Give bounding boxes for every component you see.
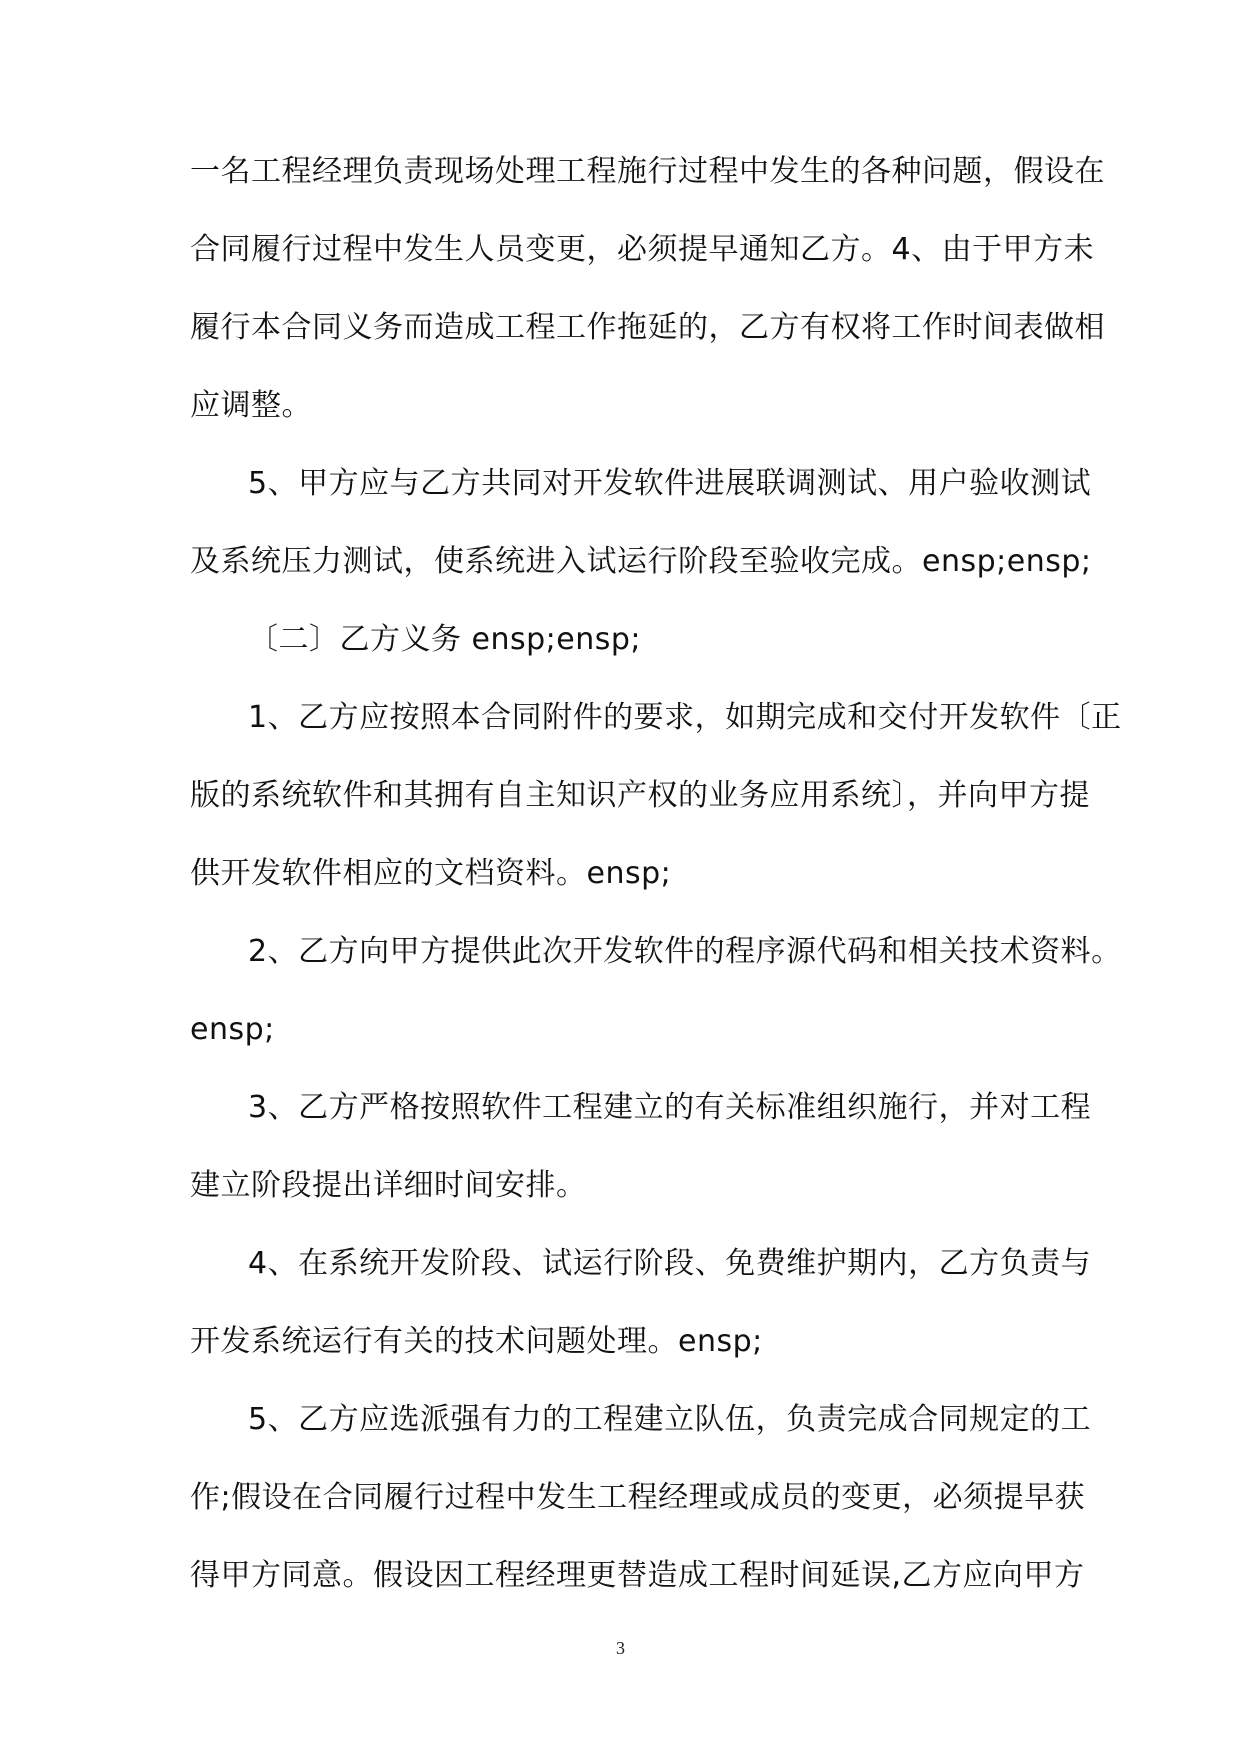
text-line: 4、在系统开发阶段、试运行阶段、免费维护期内，乙方负责与 bbox=[248, 1246, 1092, 1281]
text-line: 应调整。 bbox=[190, 388, 312, 423]
text-line: 及系统压力测试，使系统进入试运行阶段至验收完成。ensp;ensp; bbox=[190, 544, 1092, 579]
text-line: 开发系统运行有关的技术问题处理。ensp; bbox=[190, 1324, 763, 1359]
text-line: 合同履行过程中发生人员变更，必须提早通知乙方。4、由于甲方未 bbox=[190, 232, 1095, 267]
text-line: 2、乙方向甲方提供此次开发软件的程序源代码和相关技术资料。 bbox=[248, 934, 1122, 969]
text-line: 作;假设在合同履行过程中发生工程经理或成员的变更，必须提早获 bbox=[190, 1480, 1086, 1515]
text-line: 得甲方同意。假设因工程经理更替造成工程时间延误,乙方应向甲方 bbox=[190, 1558, 1085, 1593]
text-line: 5、乙方应选派强有力的工程建立队伍，负责完成合同规定的工 bbox=[248, 1402, 1092, 1437]
document-body bbox=[190, 148, 1122, 1630]
page-number: 3 bbox=[616, 1638, 625, 1658]
text-line: 履行本合同义务而造成工程工作拖延的，乙方有权将工作时间表做相 bbox=[190, 310, 1105, 345]
text-line: 供开发软件相应的文档资料。ensp; bbox=[190, 856, 672, 891]
text-line: 版的系统软件和其拥有自主知识产权的业务应用系统〕，并向甲方提 bbox=[190, 778, 1090, 813]
section-heading: 〔二〕乙方义务 ensp;ensp; bbox=[248, 622, 642, 657]
text-line: 建立阶段提出详细时间安排。 bbox=[190, 1168, 587, 1203]
text-line: ensp; bbox=[190, 1012, 275, 1047]
text-line: 一名工程经理负责现场处理工程施行过程中发生的各种问题，假设在 bbox=[190, 154, 1105, 189]
text-line: 3、乙方严格按照软件工程建立的有关标准组织施行，并对工程 bbox=[248, 1090, 1092, 1125]
text-line: 5、甲方应与乙方共同对开发软件进展联调测试、用户验收测试 bbox=[248, 466, 1092, 501]
text-line: 1、乙方应按照本合同附件的要求，如期完成和交付开发软件〔正 bbox=[248, 700, 1122, 735]
